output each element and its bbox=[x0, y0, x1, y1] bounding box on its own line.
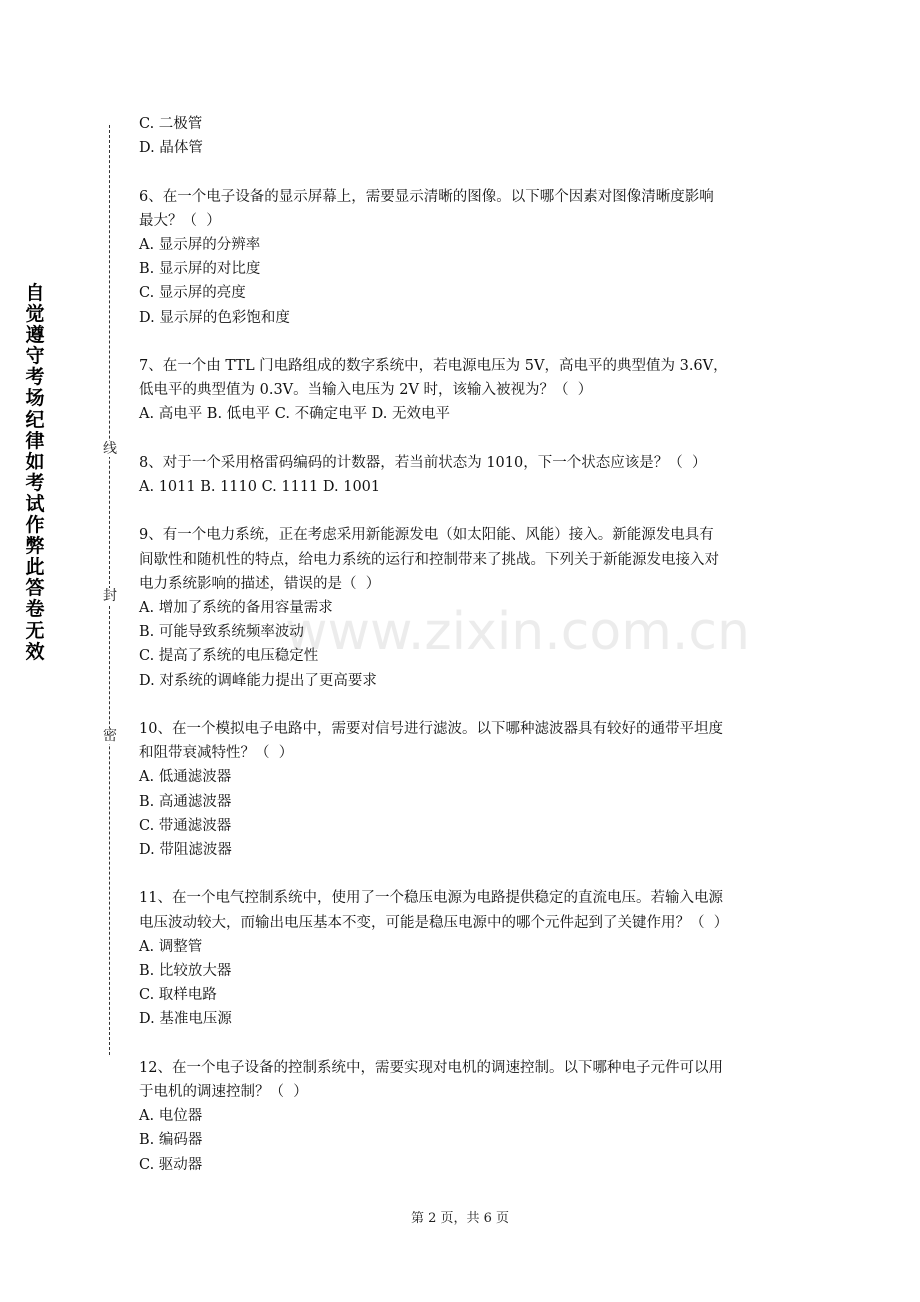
question-line: D. 显示屏的色彩饱和度 bbox=[139, 309, 290, 326]
question-line: A. 调整管 bbox=[139, 938, 203, 955]
side-notice-char: 觉 bbox=[25, 303, 45, 326]
question-line: C. 提高了系统的电压稳定性 bbox=[139, 648, 319, 665]
question-list bbox=[139, 112, 799, 1201]
question-line: 9、有一个电力系统，正在考虑采用新能源发电（如太阳能、风能）接入。新能源发电具有 bbox=[139, 527, 714, 544]
question-line: D. 对系统的调峰能力提出了更高要求 bbox=[139, 672, 377, 689]
page-footer: 第 2 页，共 6 页 bbox=[410, 1211, 510, 1226]
side-notice-char: 答 bbox=[25, 577, 45, 600]
question-line: 电力系统影响的描述，错误的是（ ） bbox=[139, 575, 381, 592]
side-notice-char: 守 bbox=[25, 345, 45, 368]
question-line: C. 二极管 bbox=[139, 116, 203, 132]
side-notice-char: 卷 bbox=[25, 598, 45, 621]
question-line: A. 高电平 B. 低电平 C. 不确定电平 D. 无效电平 bbox=[139, 406, 451, 423]
question-block bbox=[139, 185, 799, 330]
binding-word-seal: 封 bbox=[103, 588, 117, 604]
side-notice-char: 试 bbox=[25, 492, 45, 515]
question-line: C. 驱动器 bbox=[139, 1156, 203, 1173]
side-notice-char: 如 bbox=[25, 450, 45, 473]
question-block bbox=[139, 112, 799, 160]
question-line: D. 晶体管 bbox=[139, 140, 203, 157]
binding-word-secret: 密 bbox=[103, 728, 117, 744]
question-line: 间歇性和随机性的特点，给电力系统的运行和控制带来了挑战。下列关于新能源发电接入对 bbox=[139, 551, 719, 568]
watermark: www.zixin.com.cn bbox=[285, 602, 750, 662]
question-line: B. 比较放大器 bbox=[139, 963, 232, 980]
question-line: B. 编码器 bbox=[139, 1132, 203, 1149]
question-line: 8、对于一个采用格雷码编码的计数器，若当前状态为 1010，下一个状态应该是？（ ） bbox=[139, 454, 707, 471]
question-line: B. 可能导致系统频率波动 bbox=[139, 624, 304, 641]
question-block bbox=[139, 1056, 799, 1177]
question-line: C. 取样电路 bbox=[139, 987, 217, 1004]
question-line: 最大？（ ） bbox=[139, 212, 221, 229]
question-block bbox=[139, 451, 799, 499]
question-line: D. 基准电压源 bbox=[139, 1011, 232, 1028]
side-notice-char: 考 bbox=[25, 366, 45, 389]
question-line: D. 带阻滤波器 bbox=[139, 842, 232, 859]
question-line: B. 高通滤波器 bbox=[139, 793, 232, 810]
side-notice-char: 效 bbox=[25, 640, 45, 663]
question-block bbox=[139, 523, 799, 692]
question-line: A. 1011 B. 1110 C. 1111 D. 1001 bbox=[139, 479, 381, 495]
side-notice-char: 此 bbox=[25, 556, 45, 579]
question-block bbox=[139, 717, 799, 862]
question-line: 7、在一个由 TTL 门电路组成的数字系统中，若电源电压为 5V，高电平的典型值为 3.6V， bbox=[139, 358, 728, 374]
side-notice bbox=[20, 283, 50, 663]
question-line: 低电平的典型值为 0.3V。当输入电压为 2V 时，该输入被视为？（ ） bbox=[139, 382, 593, 399]
question-line: C. 带通滤波器 bbox=[139, 817, 232, 834]
binding-word-line: 线 bbox=[103, 441, 117, 457]
side-notice-char: 弊 bbox=[25, 535, 45, 558]
question-line: A. 低通滤波器 bbox=[139, 769, 232, 786]
question-line: C. 显示屏的亮度 bbox=[139, 285, 246, 302]
side-notice-char: 遵 bbox=[25, 324, 45, 347]
question-line: A. 显示屏的分辨率 bbox=[139, 237, 261, 253]
side-notice-char: 自 bbox=[25, 282, 45, 304]
question-line: 于电机的调速控制？（ ） bbox=[139, 1084, 308, 1101]
question-line: A. 电位器 bbox=[139, 1108, 203, 1125]
side-notice-char: 场 bbox=[25, 387, 45, 410]
question-line: 11、在一个电气控制系统中，使用了一个稳压电源为电路提供稳定的直流电压。若输入电源 bbox=[139, 890, 723, 907]
question-block bbox=[139, 886, 799, 1031]
question-line: 6、在一个电子设备的显示屏幕上，需要显示清晰的图像。以下哪个因素对图像清晰度影响 bbox=[139, 188, 714, 205]
question-line: 和阻带衰减特性？（ ） bbox=[139, 745, 294, 762]
question-line: 12、在一个电子设备的控制系统中，需要实现对电机的调速控制。以下哪种电子元件可以用 bbox=[139, 1059, 723, 1076]
question-line: B. 显示屏的对比度 bbox=[139, 261, 261, 278]
question-block bbox=[139, 354, 799, 427]
question-line: A. 增加了系统的备用容量需求 bbox=[139, 600, 333, 616]
side-notice-char: 无 bbox=[25, 619, 45, 642]
side-notice-char: 考 bbox=[25, 471, 45, 494]
question-line: 电压波动较大，而输出电压基本不变，可能是稳压电源中的哪个元件起到了关键作用？（ ） bbox=[139, 914, 729, 931]
side-notice-char: 律 bbox=[25, 429, 45, 452]
side-notice-char: 作 bbox=[25, 514, 45, 537]
question-line: 10、在一个模拟电子电路中，需要对信号进行滤波。以下哪种滤波器具有较好的通带平坦度 bbox=[139, 721, 723, 737]
side-notice-char: 纪 bbox=[25, 408, 45, 431]
